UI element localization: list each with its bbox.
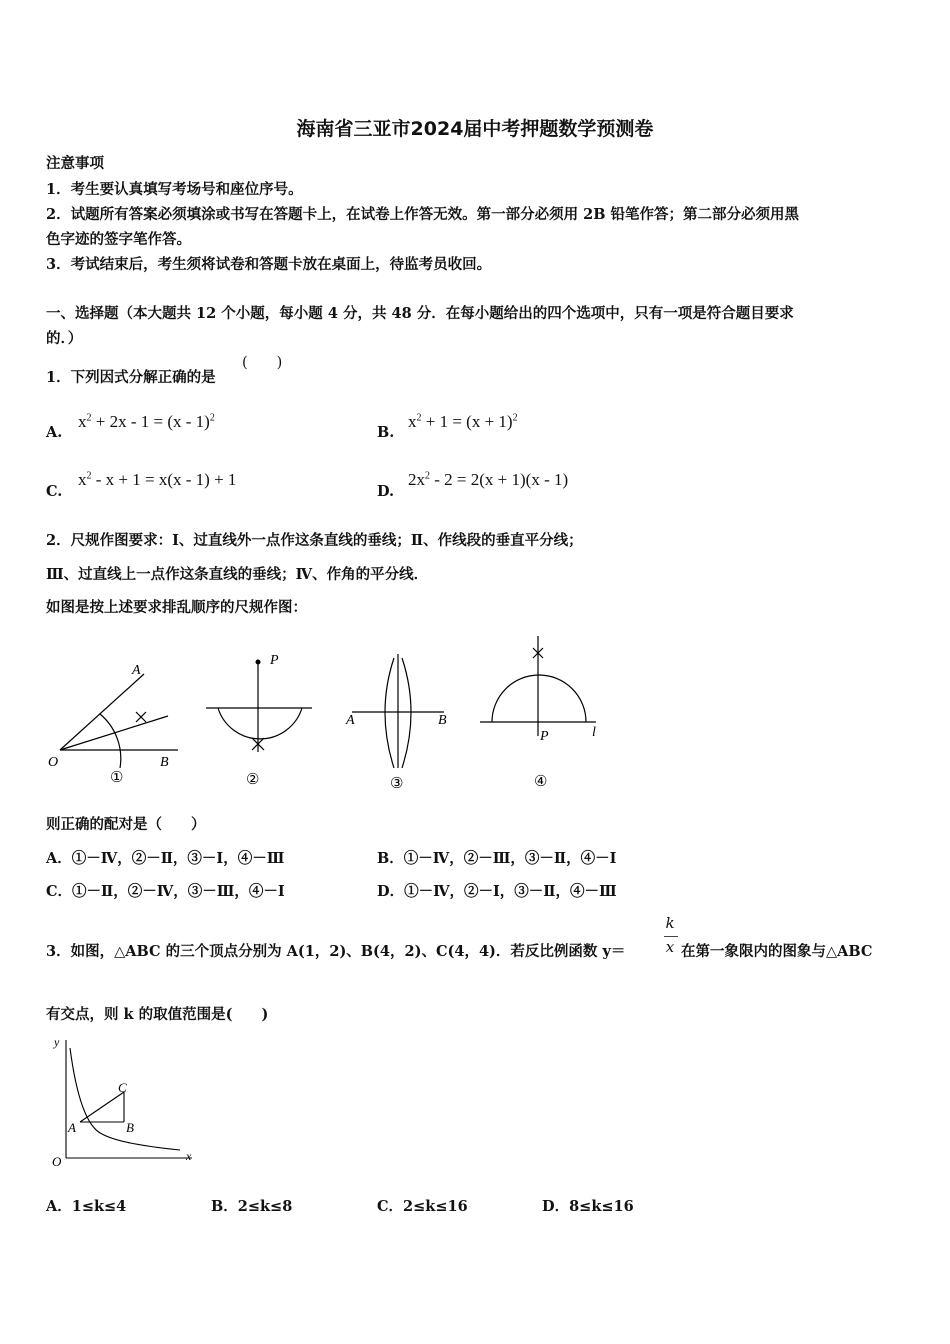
page-title: 海南省三亚市2024届中考押题数学预测卷: [296, 118, 654, 140]
axis-label-x: x: [186, 1149, 192, 1163]
vertex-label-A: A: [68, 1120, 76, 1135]
fig-label-P: P: [270, 653, 279, 668]
q2-stem-cont: 如图是按上述要求排乱顺序的尺规作图：: [46, 599, 307, 616]
notice-item: 3．考试结束后，考生须将试卷和答题卡放在桌面上，待监考员收回。: [46, 256, 492, 273]
fig-label-l: l: [592, 725, 596, 740]
figure-4-perpendicular-at-point: [480, 636, 596, 736]
fraction-numerator: k: [665, 914, 675, 932]
q2-question: 则正确的配对是（ ）: [46, 816, 206, 833]
fig-label-B: B: [160, 755, 169, 770]
figure-2-perpendicular-from-point: [206, 662, 312, 752]
q3-option: A．1≤k≤4: [46, 1198, 127, 1215]
fig-label-A: A: [132, 663, 141, 678]
q2-option: D．①－Ⅳ，②－Ⅰ，③－Ⅱ，④－Ⅲ: [377, 883, 617, 900]
q2-option: C．①－Ⅱ，②－Ⅳ，③－Ⅲ，④－Ⅰ: [46, 883, 285, 900]
q3-option: D．8≤k≤16: [542, 1198, 634, 1215]
fig-label-A: A: [346, 713, 355, 728]
q3-graph: [40, 1034, 200, 1174]
q1-option-label: B.: [377, 424, 395, 441]
figure-caption-3: ③: [390, 776, 404, 792]
notice-item: 1．考生要认真填写考场号和座位序号。: [46, 181, 303, 198]
vertex-label-C: C: [118, 1080, 127, 1095]
q1-option-label: A.: [46, 424, 63, 441]
q2-stem: 2．尺规作图要求：Ⅰ、过直线外一点作这条直线的垂线；Ⅱ、作线段的垂直平分线；: [46, 532, 583, 549]
q3-option: C．2≤k≤16: [377, 1198, 468, 1215]
figure-3-perpendicular-bisector: [352, 654, 444, 768]
q1-option-label: C.: [46, 483, 63, 500]
origin-label: O: [52, 1154, 62, 1169]
q1-option-expr: $2x^2 - 2 = 2(x + 1)(x - 1)$: [408, 470, 569, 489]
notice-item: 2．试题所有答案必须填涂或书写在答题卡上，在试卷上作答无效。第一部分必须用 2B 铅笔作答；第二部分必须用黑: [46, 206, 800, 223]
fraction-denominator: x: [665, 938, 675, 956]
figure-caption-2: ②: [246, 772, 260, 788]
q1-answer-paren: ( ): [242, 355, 283, 371]
q3-stem: 3．如图，△ABC 的三个顶点分别为 A(1，2)、B(4，2)、C(4，4)．若反比例函数 y＝: [46, 943, 626, 960]
q2-option: A．①－Ⅳ，②－Ⅱ，③－Ⅰ，④－Ⅲ: [46, 850, 285, 867]
notice-heading: 注意事项: [46, 155, 104, 172]
q1-option-expr: $x^2 + 1 = (x + 1)^2$: [408, 412, 518, 431]
fig-label-B: B: [438, 713, 447, 728]
q1-option-expr: $x^2 + 2x - 1 = (x - 1)^2$: [78, 412, 215, 431]
figure-caption-4: ④: [534, 774, 548, 790]
section-heading: 一、选择题（本大题共 12 个小题，每小题 4 分，共 48 分．在每小题给出的四个选项中，只有一项是符合题目要求: [46, 305, 794, 322]
figure-caption-1: ①: [110, 770, 124, 786]
fig-label-P: P: [540, 729, 549, 744]
vertex-label-B: B: [126, 1120, 134, 1135]
q1-stem: 1．下列因式分解正确的是: [46, 369, 216, 386]
q1-option-expr: $x^2 - x + 1 = x(x - 1) + 1$: [78, 470, 237, 489]
fraction-bar: [664, 936, 678, 937]
q1-option-label: D.: [377, 483, 395, 500]
axis-label-y: y: [54, 1035, 60, 1049]
section-heading-cont: 的．）: [46, 330, 83, 347]
q3-stem-cont: 有交点，则 k 的取值范围是( ): [46, 1006, 269, 1023]
q2-stem-cont: Ⅲ、过直线上一点作这条直线的垂线；Ⅳ、作角的平分线．: [46, 566, 429, 583]
notice-item: 色字迹的签字笔作答。: [46, 231, 191, 248]
q2-option: B．①－Ⅳ，②－Ⅲ，③－Ⅱ，④－Ⅰ: [377, 850, 617, 867]
q2-construction-figures: [40, 628, 620, 798]
q3-option: B．2≤k≤8: [211, 1198, 293, 1215]
q3-stem-cont: 在第一象限内的图象与△ABC: [681, 943, 873, 960]
fig-label-O: O: [48, 755, 59, 770]
figure-1-angle-bisector: [60, 674, 178, 768]
